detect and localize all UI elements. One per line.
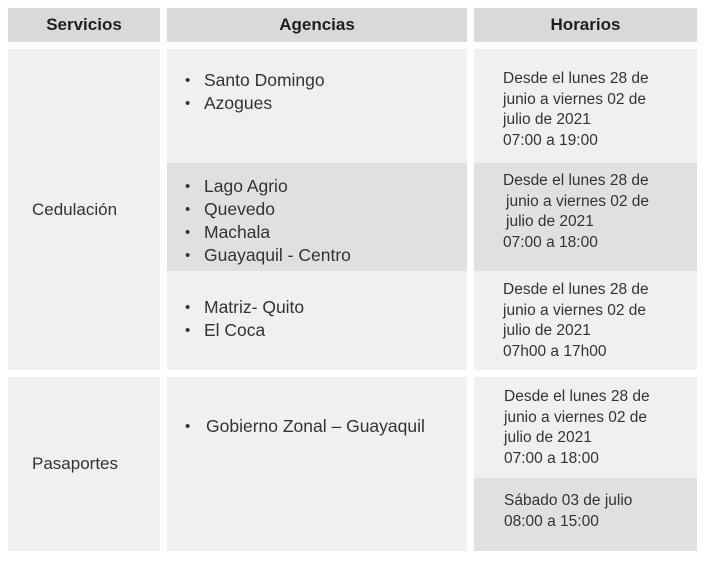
schedule-line: julio de 2021 (504, 429, 592, 446)
list-item: • Lago Agrio (181, 175, 467, 198)
schedule-line: 08:00 a 15:00 (504, 512, 599, 530)
header-servicios (8, 8, 160, 42)
list-item: • Quevedo (181, 198, 467, 221)
schedule-line: Desde el lunes 28 de (503, 281, 649, 298)
list-item: • Gobierno Zonal – Guayaquil (181, 415, 467, 438)
schedule-2 (474, 163, 697, 271)
agency-list (181, 69, 467, 115)
agency-list (181, 415, 467, 438)
header-agencias (167, 8, 467, 42)
header-servicios-label: Servicios (46, 15, 122, 34)
schedule-4 (474, 377, 697, 478)
header-agencias-label: Agencias (279, 15, 355, 34)
list-item: • Machala (181, 221, 467, 244)
schedule-1 (474, 49, 697, 163)
agency-list (181, 296, 467, 342)
schedule-5 (474, 478, 697, 551)
agency-group-1 (167, 49, 467, 163)
schedule-line: Desde el lunes 28 de (503, 172, 649, 189)
schedule-line: 07:00 a 18:00 (504, 449, 599, 467)
header-horarios-label: Horarios (550, 15, 621, 34)
service-cedulacion-label: Cedulación (32, 199, 118, 219)
list-item: • Matriz- Quito (181, 296, 467, 319)
schedule-line: julio de 2021 (503, 322, 591, 339)
service-pasaportes (8, 377, 160, 551)
schedule-line: julio de 2021 (503, 111, 591, 128)
agency-group-4 (167, 377, 467, 551)
agency-group-3 (167, 271, 467, 370)
service-pasaportes-label: Pasaportes (32, 454, 118, 473)
list-item: • Azogues (181, 92, 467, 115)
schedule-line: Desde el lunes 28 de (503, 70, 649, 87)
list-item: • El Coca (181, 319, 467, 342)
schedule-line: junio a viernes 02 de (506, 192, 650, 210)
service-cedulacion (8, 49, 160, 370)
list-item: • Guayaquil - Centro (181, 244, 467, 267)
agency-group-2 (167, 163, 467, 271)
schedule-line: 07h00 a 17h00 (503, 342, 607, 360)
schedule-line: 07:00 a 18:00 (503, 233, 598, 251)
schedule-line: 07:00 a 19:00 (503, 131, 598, 149)
agency-list (181, 175, 467, 267)
schedule-line: Sábado 03 de julio (504, 492, 633, 509)
schedule-3 (474, 271, 697, 370)
list-item: • Santo Domingo (181, 69, 467, 92)
schedule-line: junio a viernes 02 de (503, 90, 647, 108)
schedule-line: julio de 2021 (506, 213, 594, 230)
schedule-line: junio a viernes 02 de (503, 301, 647, 319)
header-horarios (474, 8, 697, 42)
schedule-line: Desde el lunes 28 de (504, 388, 650, 405)
schedule-line: junio a viernes 02 de (504, 408, 648, 426)
